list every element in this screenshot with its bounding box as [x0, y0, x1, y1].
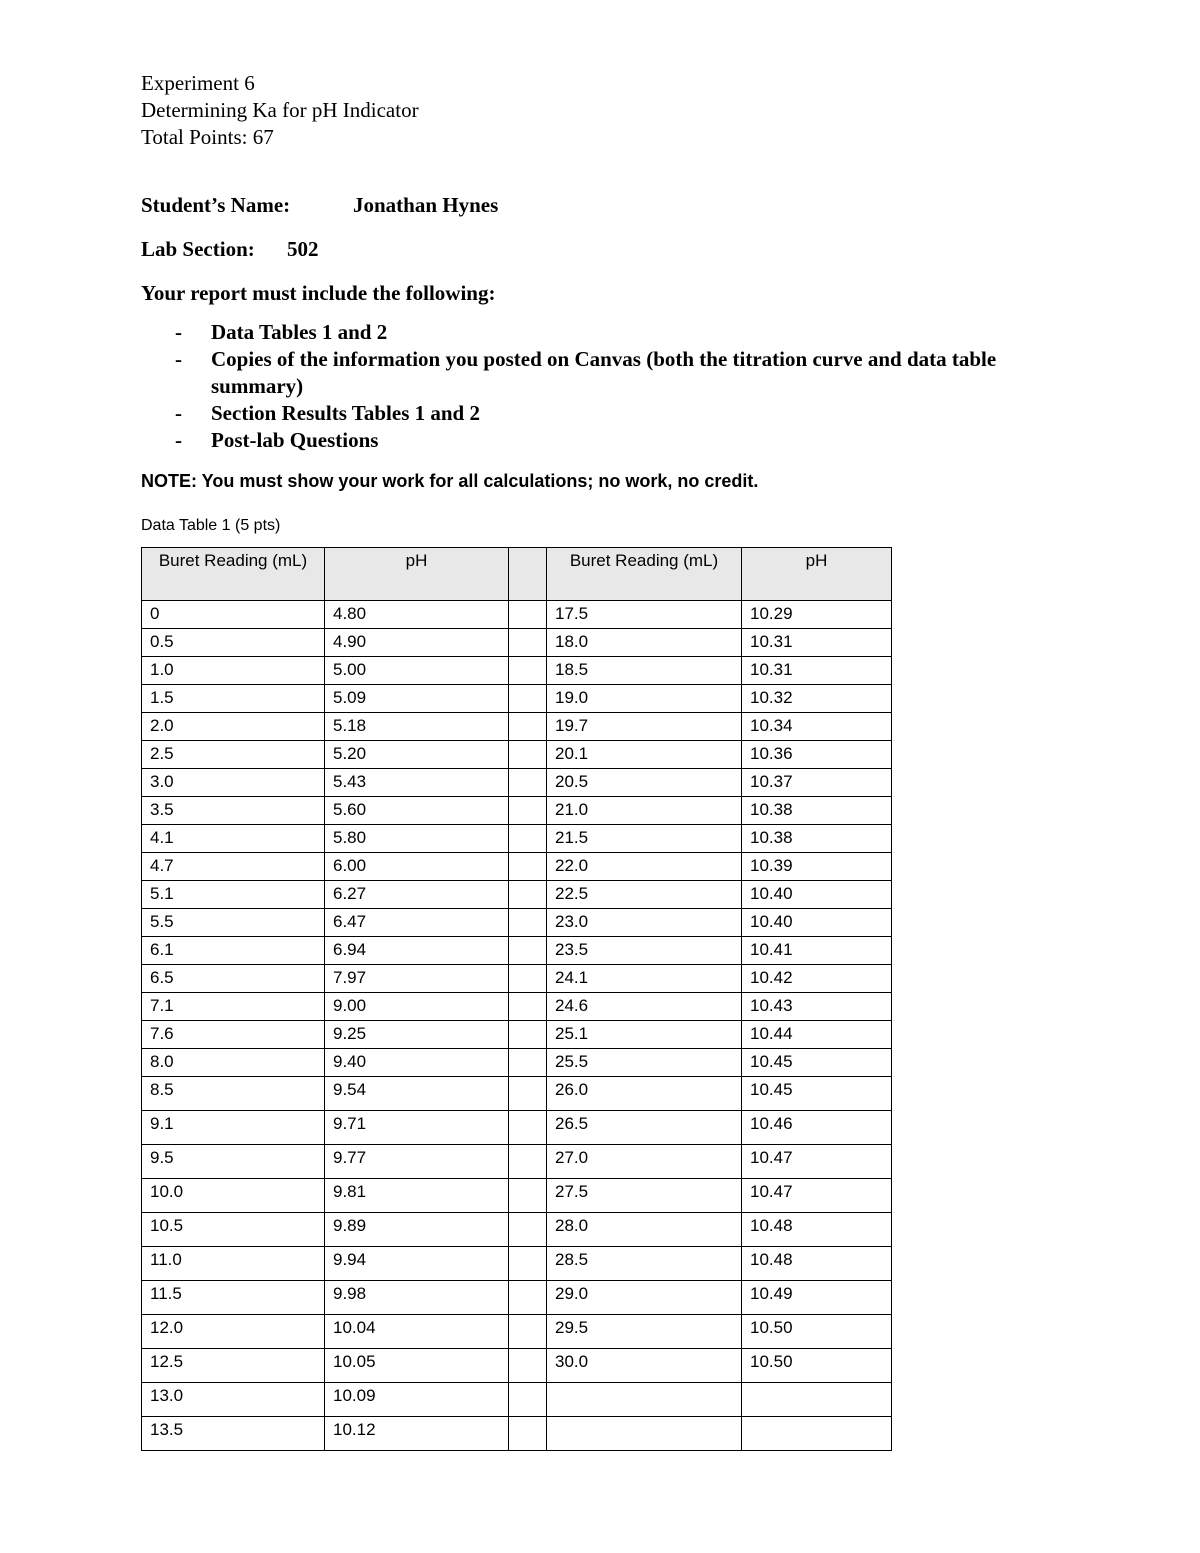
table-caption: Data Table 1 (5 pts) [141, 517, 281, 534]
header-ph: pH [325, 548, 509, 601]
cell-buret-reading: 24.6 [547, 993, 742, 1021]
cell-ph: 10.47 [742, 1179, 892, 1213]
table-row [142, 1021, 892, 1049]
cell-spacer [509, 741, 547, 769]
cell-ph: 10.32 [742, 685, 892, 713]
cell-spacer [509, 1315, 547, 1349]
cell-ph: 6.47 [325, 909, 509, 937]
cell-spacer [509, 1349, 547, 1383]
table-row [142, 1213, 892, 1247]
cell-ph: 10.36 [742, 741, 892, 769]
cell-buret-reading: 19.7 [547, 713, 742, 741]
document-heading [141, 70, 1101, 151]
header-spacer [509, 548, 547, 601]
cell-buret-reading: 0.5 [142, 629, 325, 657]
table-row [142, 1383, 892, 1417]
cell-ph: 10.45 [742, 1077, 892, 1111]
cell-buret-reading: 2.5 [142, 741, 325, 769]
cell-ph: 9.25 [325, 1021, 509, 1049]
cell-ph: 10.45 [742, 1049, 892, 1077]
table-row [142, 601, 892, 629]
cell-buret-reading: 12.0 [142, 1315, 325, 1349]
header-ph: pH [742, 548, 892, 601]
cell-spacer [509, 1281, 547, 1315]
table-row [142, 797, 892, 825]
cell-spacer [509, 993, 547, 1021]
cell-buret-reading: 12.5 [142, 1349, 325, 1383]
table-row [142, 853, 892, 881]
cell-ph: 6.27 [325, 881, 509, 909]
cell-ph: 9.77 [325, 1145, 509, 1179]
header-buret-reading: Buret Reading (mL) [547, 548, 742, 601]
cell-spacer [509, 629, 547, 657]
cell-ph: 5.43 [325, 769, 509, 797]
table-row [142, 713, 892, 741]
cell-buret-reading: 1.0 [142, 657, 325, 685]
cell-buret-reading: 11.5 [142, 1281, 325, 1315]
cell-spacer [509, 825, 547, 853]
cell-ph: 10.47 [742, 1145, 892, 1179]
student-name-label: Student’s Name: [141, 193, 291, 217]
requirement-item: - Copies of the information you posted on Canvas (both the titration curve and data table summary) [175, 347, 997, 398]
cell-spacer [509, 601, 547, 629]
cell-buret-reading: 10.0 [142, 1179, 325, 1213]
cell-buret-reading: 8.0 [142, 1049, 325, 1077]
cell-buret-reading: 3.0 [142, 769, 325, 797]
cell-buret-reading: 27.5 [547, 1179, 742, 1213]
cell-buret-reading: 22.0 [547, 853, 742, 881]
table-row [142, 1281, 892, 1315]
cell-ph: 10.43 [742, 993, 892, 1021]
cell-ph: 10.44 [742, 1021, 892, 1049]
total-points: Total Points: 67 [141, 125, 274, 149]
cell-buret-reading: 6.1 [142, 937, 325, 965]
cell-ph: 9.71 [325, 1111, 509, 1145]
cell-buret-reading: 27.0 [547, 1145, 742, 1179]
cell-ph: 5.00 [325, 657, 509, 685]
table-row [142, 629, 892, 657]
cell-ph: 9.40 [325, 1049, 509, 1077]
cell-spacer [509, 1179, 547, 1213]
cell-buret-reading: 25.1 [547, 1021, 742, 1049]
cell-buret-reading: 26.0 [547, 1077, 742, 1111]
cell-spacer [509, 965, 547, 993]
table-row [142, 965, 892, 993]
table-header-row [142, 548, 892, 601]
cell-ph: 4.80 [325, 601, 509, 629]
table-row [142, 909, 892, 937]
cell-ph: 5.60 [325, 797, 509, 825]
table-row [142, 741, 892, 769]
cell-spacer [509, 1077, 547, 1111]
cell-buret-reading: 11.0 [142, 1247, 325, 1281]
cell-buret-reading: 23.5 [547, 937, 742, 965]
table-row [142, 825, 892, 853]
document-page [141, 70, 1101, 1451]
work-note: NOTE: You must show your work for all calculations; no work, no credit. [141, 471, 759, 491]
cell-ph [742, 1383, 892, 1417]
table-row [142, 993, 892, 1021]
data-table-1 [141, 547, 892, 1451]
cell-ph: 5.80 [325, 825, 509, 853]
cell-buret-reading: 21.5 [547, 825, 742, 853]
cell-ph: 7.97 [325, 965, 509, 993]
cell-buret-reading: 28.5 [547, 1247, 742, 1281]
cell-ph: 10.38 [742, 797, 892, 825]
cell-spacer [509, 909, 547, 937]
cell-spacer [509, 769, 547, 797]
cell-ph: 10.12 [325, 1417, 509, 1451]
cell-buret-reading: 22.5 [547, 881, 742, 909]
cell-spacer [509, 1417, 547, 1451]
table-row [142, 657, 892, 685]
cell-buret-reading: 18.5 [547, 657, 742, 685]
table-row [142, 1049, 892, 1077]
table-row [142, 1111, 892, 1145]
cell-spacer [509, 1021, 547, 1049]
table-row [142, 1315, 892, 1349]
cell-buret-reading: 24.1 [547, 965, 742, 993]
cell-ph: 9.98 [325, 1281, 509, 1315]
cell-ph: 10.37 [742, 769, 892, 797]
cell-ph: 10.29 [742, 601, 892, 629]
cell-spacer [509, 1145, 547, 1179]
experiment-title: Determining Ka for pH Indicator [141, 98, 419, 122]
cell-ph: 9.81 [325, 1179, 509, 1213]
cell-spacer [509, 1213, 547, 1247]
cell-buret-reading: 4.7 [142, 853, 325, 881]
cell-spacer [509, 1383, 547, 1417]
table-body [142, 601, 892, 1451]
cell-buret-reading: 7.6 [142, 1021, 325, 1049]
cell-buret-reading: 25.5 [547, 1049, 742, 1077]
cell-buret-reading: 1.5 [142, 685, 325, 713]
cell-buret-reading: 2.0 [142, 713, 325, 741]
cell-buret-reading: 29.0 [547, 1281, 742, 1315]
cell-spacer [509, 1049, 547, 1077]
cell-spacer [509, 853, 547, 881]
cell-ph: 10.41 [742, 937, 892, 965]
cell-buret-reading: 5.1 [142, 881, 325, 909]
cell-buret-reading: 5.5 [142, 909, 325, 937]
cell-buret-reading: 9.1 [142, 1111, 325, 1145]
cell-buret-reading: 18.0 [547, 629, 742, 657]
cell-ph: 9.54 [325, 1077, 509, 1111]
cell-ph: 4.90 [325, 629, 509, 657]
cell-ph [742, 1417, 892, 1451]
cell-buret-reading: 4.1 [142, 825, 325, 853]
cell-ph: 10.50 [742, 1349, 892, 1383]
requirement-item: - Post-lab Questions [175, 428, 379, 452]
cell-ph: 10.49 [742, 1281, 892, 1315]
table-row [142, 1077, 892, 1111]
cell-ph: 10.04 [325, 1315, 509, 1349]
cell-spacer [509, 713, 547, 741]
cell-ph: 9.00 [325, 993, 509, 1021]
cell-ph: 6.94 [325, 937, 509, 965]
requirement-item: - Data Tables 1 and 2 [175, 320, 388, 344]
cell-ph: 10.46 [742, 1111, 892, 1145]
cell-buret-reading: 19.0 [547, 685, 742, 713]
table-row [142, 685, 892, 713]
cell-ph: 10.34 [742, 713, 892, 741]
cell-spacer [509, 881, 547, 909]
cell-ph: 10.39 [742, 853, 892, 881]
cell-spacer [509, 797, 547, 825]
lab-section-row [141, 237, 1101, 261]
cell-ph: 10.40 [742, 881, 892, 909]
lab-section-value: 502 [287, 237, 319, 261]
cell-buret-reading [547, 1383, 742, 1417]
cell-buret-reading: 26.5 [547, 1111, 742, 1145]
cell-ph: 10.48 [742, 1247, 892, 1281]
cell-buret-reading: 29.5 [547, 1315, 742, 1349]
cell-spacer [509, 1247, 547, 1281]
cell-ph: 10.05 [325, 1349, 509, 1383]
table-row [142, 881, 892, 909]
cell-buret-reading: 28.0 [547, 1213, 742, 1247]
table-row [142, 1349, 892, 1383]
cell-buret-reading: 23.0 [547, 909, 742, 937]
cell-buret-reading: 20.1 [547, 741, 742, 769]
cell-ph: 10.42 [742, 965, 892, 993]
cell-ph: 10.38 [742, 825, 892, 853]
table-row [142, 937, 892, 965]
cell-ph: 9.94 [325, 1247, 509, 1281]
cell-buret-reading: 7.1 [142, 993, 325, 1021]
cell-buret-reading: 13.5 [142, 1417, 325, 1451]
cell-spacer [509, 1111, 547, 1145]
cell-ph: 10.50 [742, 1315, 892, 1349]
table-row [142, 1417, 892, 1451]
table-row [142, 769, 892, 797]
cell-buret-reading: 9.5 [142, 1145, 325, 1179]
requirements-list [141, 319, 1101, 454]
table-row [142, 1145, 892, 1179]
student-name-row [141, 193, 1101, 217]
cell-spacer [509, 657, 547, 685]
header-buret-reading: Buret Reading (mL) [142, 548, 325, 601]
cell-buret-reading: 3.5 [142, 797, 325, 825]
cell-buret-reading: 10.5 [142, 1213, 325, 1247]
requirement-item: - Section Results Tables 1 and 2 [175, 401, 480, 425]
cell-ph: 6.00 [325, 853, 509, 881]
cell-ph: 5.09 [325, 685, 509, 713]
cell-buret-reading: 6.5 [142, 965, 325, 993]
experiment-number: Experiment 6 [141, 71, 255, 95]
cell-ph: 10.40 [742, 909, 892, 937]
cell-ph: 9.89 [325, 1213, 509, 1247]
cell-ph: 10.48 [742, 1213, 892, 1247]
requirements-intro: Your report must include the following: [141, 281, 496, 305]
table-row [142, 1247, 892, 1281]
cell-buret-reading: 8.5 [142, 1077, 325, 1111]
cell-buret-reading: 0 [142, 601, 325, 629]
cell-ph: 10.09 [325, 1383, 509, 1417]
cell-ph: 10.31 [742, 657, 892, 685]
cell-buret-reading: 30.0 [547, 1349, 742, 1383]
cell-buret-reading: 17.5 [547, 601, 742, 629]
cell-buret-reading: 13.0 [142, 1383, 325, 1417]
table-row [142, 1179, 892, 1213]
student-name-value: Jonathan Hynes [353, 193, 499, 217]
cell-buret-reading: 21.0 [547, 797, 742, 825]
cell-ph: 5.18 [325, 713, 509, 741]
cell-buret-reading: 20.5 [547, 769, 742, 797]
cell-ph: 5.20 [325, 741, 509, 769]
cell-buret-reading [547, 1417, 742, 1451]
cell-spacer [509, 685, 547, 713]
cell-ph: 10.31 [742, 629, 892, 657]
lab-section-label: Lab Section: [141, 237, 255, 261]
cell-spacer [509, 937, 547, 965]
